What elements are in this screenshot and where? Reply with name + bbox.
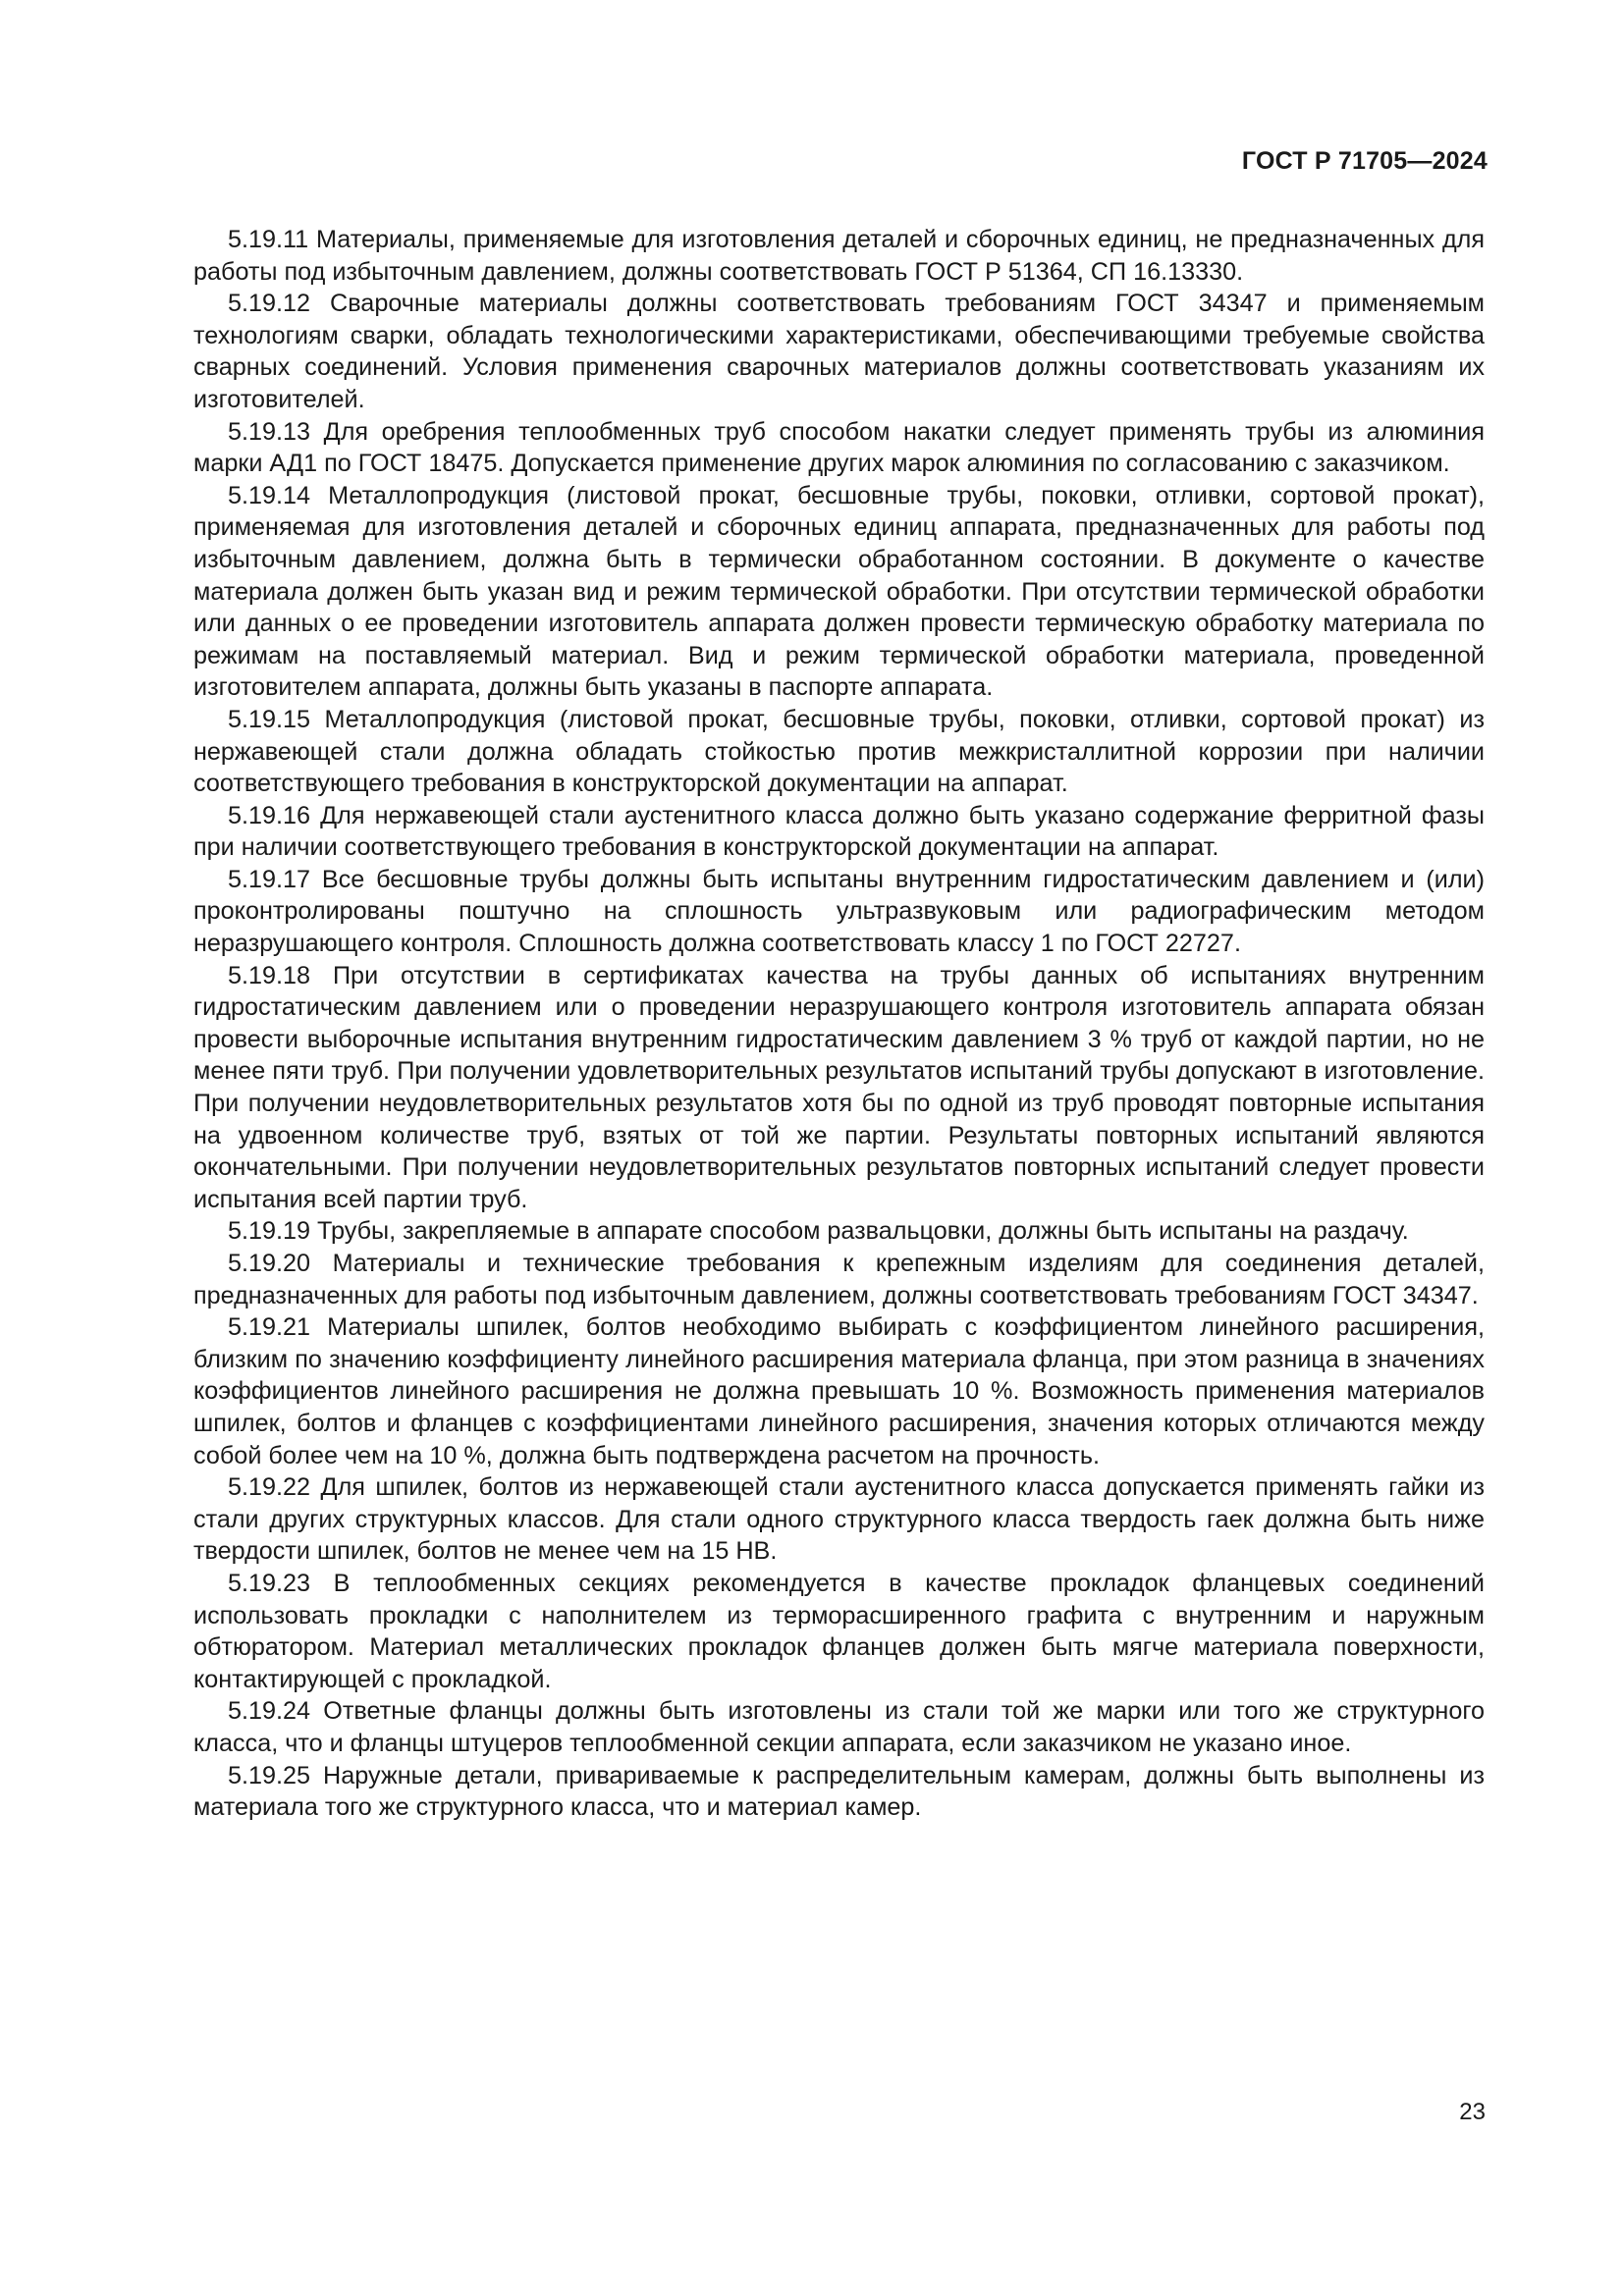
paragraph-5-19-13: 5.19.13 Для оребрения теплообменных труб способом накатки следует применять трубы из алюминия марки АД1 по ГОСТ 18475. Допускается применение других марок алюминия по согласованию с заказчиком.: [193, 417, 1485, 478]
paragraph-5-19-11: 5.19.11 Материалы, применяемые для изготовления деталей и сборочных единиц, не предназначенных для работы под избыточным давлением, должны соответствовать ГОСТ Р 51364, СП 16.13330.: [193, 226, 1485, 286]
paragraph-5-19-15: 5.19.15 Металлопродукция (листовой прокат, бесшовные трубы, поковки, отливки, сортовой прокат) из нержавеющей стали должна обладать стойкостью против межкристаллитной коррозии при наличии соответствующего требования в конструкторской документации на аппарат.: [193, 705, 1485, 798]
paragraph-5-19-23: 5.19.23 В теплообменных секциях рекомендуется в качестве прокладок фланцевых соединений использовать прокладки с наполнителем из терморасширенного графита с внутренним и наружным обтюратором. Материал металлических прокладок фланцев должен быть мягче материала поверхности, контактирующей с прокладкой.: [193, 1569, 1485, 1693]
paragraph-5-19-16: 5.19.16 Для нержавеющей стали аустенитного класса должно быть указано содержание ферритной фазы при наличии соответствующего требования в конструкторской документации на аппарат.: [193, 801, 1485, 862]
document-header-title: ГОСТ Р 71705—2024: [1241, 147, 1488, 175]
paragraph-5-19-12: 5.19.12 Сварочные материалы должны соответствовать требованиям ГОСТ 34347 и применяемым технологиям сварки, обладать технологическими характеристиками, обеспечивающими требуемые свойства сварных соединений. Условия применения сварочных материалов должны соответствовать указаниям их изготовителей.: [193, 290, 1485, 413]
paragraph-5-19-24: 5.19.24 Ответные фланцы должны быть изготовлены из стали той же марки или того же структурного класса, что и фланцы штуцеров теплообменной секции аппарата, если заказчиком не указано иное.: [193, 1697, 1485, 1757]
paragraph-5-19-21: 5.19.21 Материалы шпилек, болтов необходимо выбирать с коэффициентом линейного расширения, близким по значению коэффициенту линейного расширения материала фланца, при этом разница в значениях коэффициентов линейного расширения не должна превышать 10 %. Возможность применения материалов шпилек, болтов и фланцев с коэффициентами линейного расширения, значения которых отличаются между собой более чем на 10 %, должна быть подтверждена расчетом на прочность.: [193, 1313, 1485, 1469]
page-number: 23: [1459, 2099, 1486, 2125]
paragraph-5-19-17: 5.19.17 Все бесшовные трубы должны быть испытаны внутренним гидростатическим давлением и (или) проконтролированы поштучно на сплошность ультразвуковым или радиографическим методом неразрушающего контроля. Сплошность должна соответствовать классу 1 по ГОСТ 22727.: [193, 865, 1485, 958]
paragraph-5-19-14: 5.19.14 Металлопродукция (листовой прокат, бесшовные трубы, поковки, отливки, сортовой прокат), применяемая для изготовления деталей и сборочных единиц аппарата, предназначенных для работы под избыточным давлением, должна быть в термически обработанном состоянии. В документе о качестве материала должен быть указан вид и режим термической обработки. При отсутствии термической обработки или данных о ее проведении изготовитель аппарата должен провести термическую обработку материала по режимам на поставляемый материал. Вид и режим термической обработки материала, проведенной изготовителем аппарата, должны быть указаны в паспорте аппарата.: [193, 481, 1485, 702]
document-body: [193, 224, 1485, 1824]
paragraph-5-19-18: 5.19.18 При отсутствии в сертификатах качества на трубы данных об испытаниях внутренним гидростатическим давлением или о проведении неразрушающего контроля изготовитель аппарата обязан провести выборочные испытания внутренним гидростатическим давлением 3 % труб от каждой партии, но не менее пяти труб. При получении удовлетворительных результатов испытаний трубы допускают в изготовление. При получении неудовлетворительных результатов хотя бы по одной из труб проводят повторные испытания на удвоенном количестве труб, взятых от той же партии. Результаты повторных испытаний являются окончательными. При получении неудовлетворительных результатов повторных испытаний следует провести испытания всей партии труб.: [193, 961, 1485, 1213]
paragraph-5-19-25: 5.19.25 Наружные детали, привариваемые к распределительным камерам, должны быть выполнены из материала того же структурного класса, что и материал камер.: [193, 1761, 1485, 1822]
paragraph-5-19-22: 5.19.22 Для шпилек, болтов из нержавеющей стали аустенитного класса допускается применять гайки из стали других структурных классов. Для стали одного структурного класса твердость гаек должна быть ниже твердости шпилек, болтов не менее чем на 15 НВ.: [193, 1473, 1485, 1566]
paragraph-5-19-19: 5.19.19 Трубы, закрепляемые в аппарате способом развальцовки, должны быть испытаны на раздачу.: [228, 1217, 1409, 1246]
paragraph-5-19-20: 5.19.20 Материалы и технические требования к крепежным изделиям для соединения деталей, предназначенных для работы под избыточным давлением, должны соответствовать требованиям ГОСТ 34347.: [193, 1250, 1485, 1309]
